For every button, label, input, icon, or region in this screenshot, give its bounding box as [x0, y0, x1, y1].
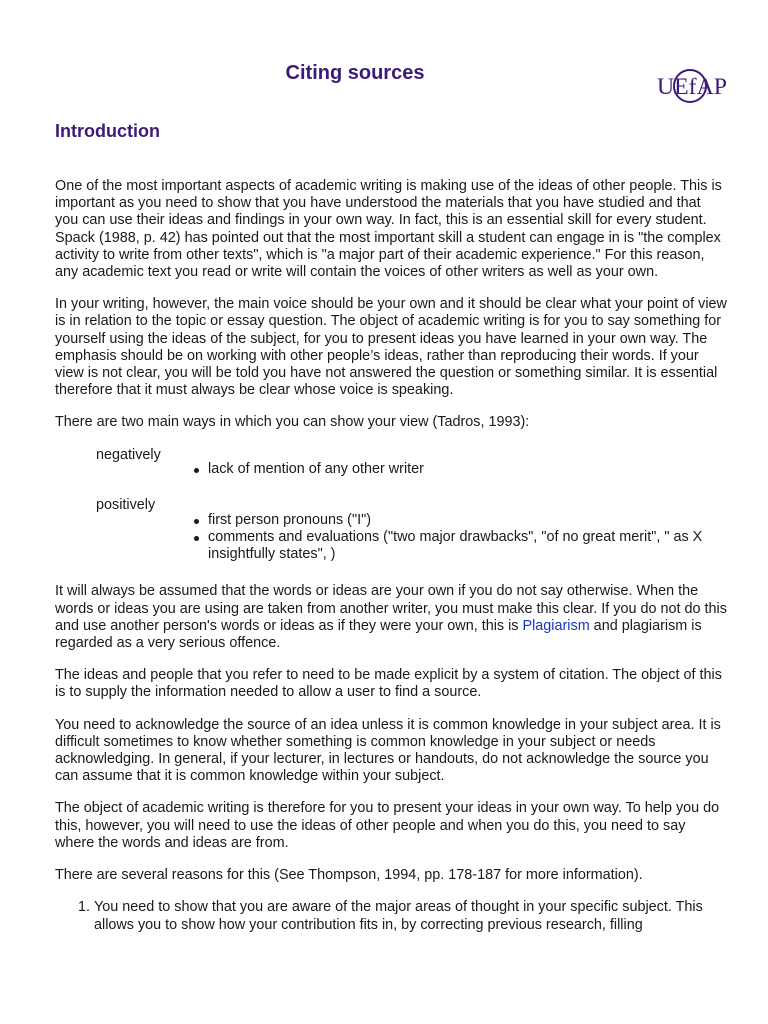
list-item: comments and evaluations ("two major drawbacks", "of no great merit", " as X insightfully states", ) — [208, 529, 727, 563]
way-label-negatively: negatively — [96, 446, 161, 463]
way-label-positively: positively — [96, 496, 156, 513]
paragraph-3: There are two main ways in which you can show your view (Tadros, 1993): — [55, 414, 530, 431]
plagiarism-link[interactable]: Plagiarism — [522, 617, 590, 634]
article-body — [55, 178, 727, 934]
list-item: lack of mention of any other writer — [208, 461, 727, 478]
paragraph-4-text-b: and plagiarism is regarded as a very serious offence. — [55, 617, 702, 652]
positively-list — [55, 497, 727, 564]
paragraph-4 — [55, 583, 727, 652]
paragraph-5: The ideas and people that you refer to need to be made explicit by a system of citation. The object of this is to supply the information needed to allow a user to find a source. — [55, 667, 722, 701]
ways-to-show-view — [55, 447, 727, 564]
way-negatively — [55, 447, 727, 478]
paragraph-2: In your writing, however, the main voice should be your own and it should be clear what your point of view is in relation to the topic or essay question. The object of academic writing is for you to say something for yourself using the ideas of the subject, for you to present ideas you have learned in your own way. The emphasis should be on working with other people’s ideas, rather than reproducing their words. If your view is not clear, you will be told you have not answered the question or something similar. It is essential therefore that it must always be clear whose voice is speaking. — [55, 296, 727, 399]
way-positively — [55, 497, 727, 564]
list-item: 1. You need to show that you are aware of the major areas of thought in your specific subject. This allows you to show how your contribution fits in, by correcting previous research, filling — [94, 899, 727, 933]
paragraph-4-text-a: It will always be assumed that the words or ideas are your own if you do not say otherwise. When the words or ideas you are using are taken from another writer, you must make this clear. If you do not do this and use another person's words or ideas as if they were your own, this is — [55, 583, 727, 634]
uefap-logo[interactable] — [656, 66, 728, 106]
paragraph-7: The object of academic writing is therefore for you to present your ideas in your own way. To help you do this, however, you will need to use the ideas of other people and when you do this, you need to say where the words and ideas are from. — [55, 800, 720, 851]
paragraph-8: There are several reasons for this (See Thompson, 1994, pp. 178-187 for more information). — [55, 867, 643, 884]
paragraph-1: One of the most important aspects of academic writing is making use of the ideas of other people. This is important as you need to show that you have understood the materials that you have studied and that you can use their ideas and findings in your own way. In fact, this is an essential skill for every student. Spack (1988, p. 42) has pointed out that the most important skill a student can engage in is "the complex activity to write from other texts", which is "a major part of their academic experience." For this reason, any academic text you read or write will contain the voices of other writers as well as your own. — [55, 178, 722, 281]
svg-text:UEfAP: UEfAP — [657, 74, 727, 99]
list-item: first person pronouns ("I") — [208, 512, 727, 529]
section-heading-introduction: Introduction — [55, 121, 160, 141]
paragraph-6: You need to acknowledge the source of an idea unless it is common knowledge in your subject area. It is difficult sometimes to know whether something is common knowledge in your subject or needs acknowledging. In general, if your lecturer, in lectures or handouts, do not acknowledge the source you can assume that it is common knowledge within your subject. — [55, 716, 721, 785]
reasons-list — [55, 899, 727, 933]
page-title: Citing sources — [285, 62, 425, 84]
